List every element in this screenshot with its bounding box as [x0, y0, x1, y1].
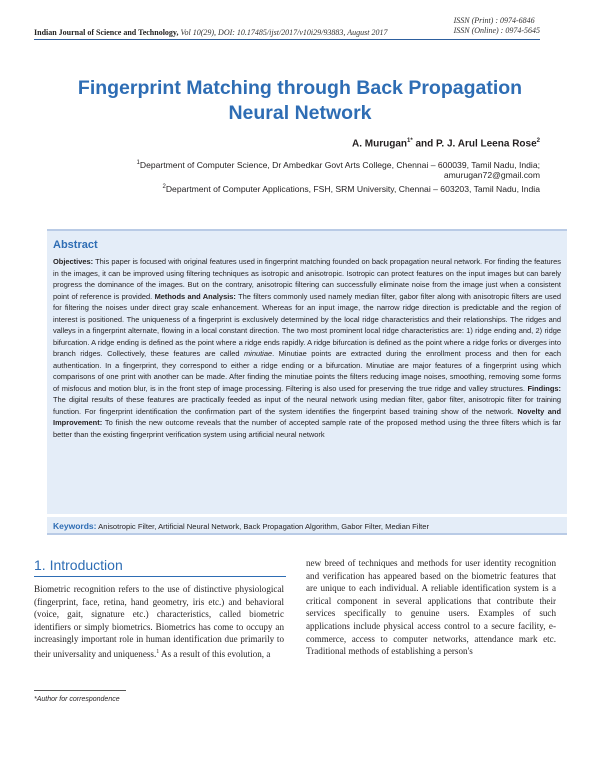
author-1: A. Murugan: [352, 138, 408, 150]
author-conjunction: and: [412, 138, 437, 150]
header-divider: [34, 39, 540, 40]
section-divider: [34, 576, 286, 577]
keywords-text: Anisotropic Filter, Artificial Neural Network, Back Propagation Algorithm, Gabor Filter, Median Filter: [96, 522, 430, 531]
methods-text: The filters commonly used namely median filter, gabor filter along with anisotropic filters are used for filtering the noises under direct gray scale enhancement. Whereas for an input image, the narrow ridge direction is predictable and the region of interest is positioned. The uniqueness of a fingerprint is exclusively determined by the local ridge characteristics and their relationships. The ridges and valleys in a fingerprint alternate, flowing in a local constant direction. The two most prominent local ridge characteristics are: 1) ridge ending and, 2) ridge bifurcation. A ridge ending is defined as the point where a ridge ends rapidly. A ridge bifurcation is defined as the point where a ridge forks or diverges into branch ridges. Collectively, these features are called: [53, 291, 562, 358]
issn-online: ISSN (Online) : 0974-5645: [453, 26, 540, 35]
minutiae-term: minutiae: [243, 349, 273, 358]
abstract-body: [53, 256, 561, 440]
objectives-text: This paper is focused with original features used in fingerprint matching founded on back propagation neural network. For finding the features in the images, it can be improved using filtering techniques as isotropic and anisotropic. Isotropic can protect features on the input images but can barely progress the dominance of the images. But on the contrary, anisotropic filtering can successfully eliminate noise from the image just when a consistent point of reference is provided.: [53, 257, 561, 301]
author-1-mark: 1*: [407, 138, 413, 144]
novelty-text: To finish the new outcome reveals that the number of accepted sample rate of the proposed method using the three filters which is far better than the existing fingerprint verification system using artificial neural network: [53, 418, 561, 439]
author-2-mark: 2: [536, 138, 540, 144]
abstract-heading: Abstract: [53, 239, 98, 251]
abstract-box: [47, 229, 567, 514]
author-email: amurugan72@gmail.com: [443, 170, 540, 180]
title-line-1: Fingerprint Matching through Back Propagation: [77, 77, 523, 99]
author-list: [352, 138, 540, 149]
intro-right-column: new breed of techniques and methods for user identity recognition and verification has appeared based on the biometric features that are unique to each individual. A reliable identification system is a critical component in several applications that contribute their services specifically to genuine users. Examples of such applications include physical access control to a secure facility, e-commerce, access to computer networks, attendance mark etc. Traditional methods of establishing a person's: [306, 558, 556, 657]
affiliation-1-text: Department of Computer Science, Dr Ambedkar Govt Arts College, Chennai – 600039, Tamil Nadu, India;: [139, 159, 540, 170]
issn-print: ISSN (Print) : 0974-6846: [453, 16, 535, 25]
journal-name: Indian Journal of Science and Technology,: [34, 28, 179, 37]
keywords-bar: [47, 517, 567, 535]
author-2: P. J. Arul Leena Rose: [436, 138, 537, 150]
paper-title: [60, 76, 540, 126]
footnote: *Author for correspondence: [34, 696, 120, 703]
citation-ref: 1: [156, 648, 160, 655]
footnote-divider: [34, 690, 126, 691]
title-line-2: Neural Network: [228, 102, 372, 124]
findings-text: The digital results of these features are practically feeded as input of the neural network using median filter, gabor filter, anisotropic filter for training function. For fingerprint identification the confirmation part of the system identifies the fingerprint based training show of the network.: [53, 395, 561, 416]
affiliation-2: [162, 182, 540, 195]
affiliation-1-mark: 1: [136, 160, 140, 166]
objectives-label: Objectives:: [53, 257, 94, 266]
keywords-label: Keywords:: [53, 521, 97, 531]
methods-text-continued: . Minutiae points are extracted during the enrollment process and then for each authentication. In a fingerprint, they correspond to either a ridge ending or a bifurcation. Minutiae are major features of a fingerprint using which comparisons of one print with another can be made. After finding the minutiae points the filters reducing image noises, smoothing, removing some forms of misfocus and motion blur, is in the front step of image processing. Filtering is also used for preserving the true ridge and valley structures.: [53, 349, 561, 393]
affiliation-2-mark: 2: [162, 184, 166, 190]
intro-left-column: [34, 583, 284, 661]
intro-left-text: Biometric recognition refers to the use of distinctive physiological (fingerprint, face, retina, hand geometry, iris etc.) and behavioral (voice, gait, signature etc.) characteristics, called biometric identifiers or simply biometrics. Biometrics has come to occupy an increasingly important role in human identification due primarily to their universality and uniqueness.: [34, 584, 284, 659]
intro-left-text-continued: As a result of this evolution, a: [159, 649, 271, 659]
section-heading-introduction: 1. Introduction: [34, 557, 123, 573]
novelty-label: Novelty and Improvement:: [53, 406, 561, 427]
journal-details: Vol 10(29), DOI: 10.17485/ijst/2017/v10i29/93883, August 2017: [178, 28, 388, 37]
findings-label: Findings:: [527, 383, 561, 393]
affiliation-2-text: Department of Computer Applications, FSH, SRM University, Chennai – 603203, Tamil Nadu, India: [165, 183, 540, 194]
journal-citation: [34, 28, 540, 37]
affiliation-1: [137, 158, 540, 171]
methods-label: Methods and Analysis:: [154, 291, 236, 301]
